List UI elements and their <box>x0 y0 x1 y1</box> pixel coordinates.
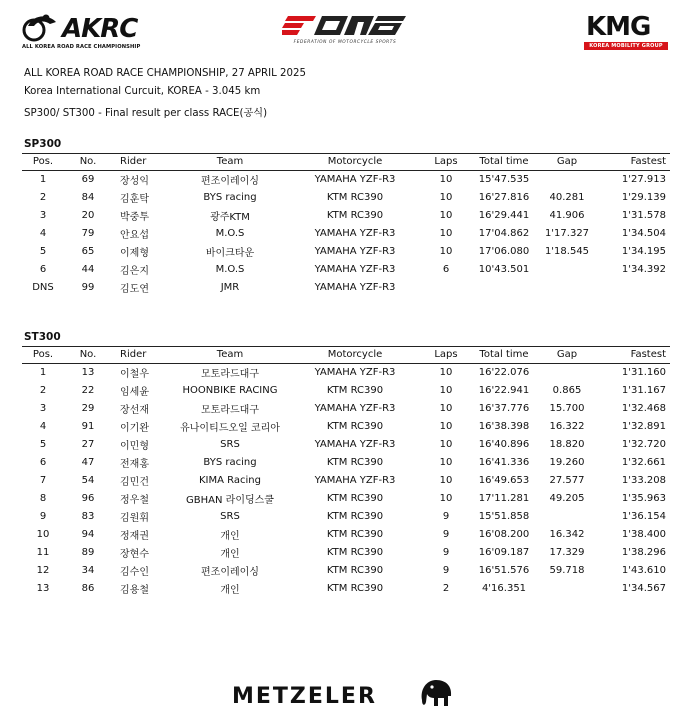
fastest-cell: 1'32.661 <box>621 456 666 468</box>
fms-logo <box>282 14 408 48</box>
laps-cell: 10 <box>439 420 453 432</box>
gap-cell: 16.322 <box>549 420 585 432</box>
motorcycle-cell: KTM RC390 <box>326 191 384 203</box>
gap-cell: 41.906 <box>549 209 585 221</box>
team-cell: M.O.S <box>215 263 245 275</box>
rider-cell: 정우철 <box>120 494 149 506</box>
table-row <box>22 381 670 399</box>
fastest-cell: 1'32.891 <box>621 420 666 432</box>
number-cell: 91 <box>81 420 95 432</box>
team-cell: 개인 <box>220 530 240 542</box>
gap-cell <box>536 579 598 597</box>
motorcycle-cell: YAMAHA YZF-R3 <box>314 227 396 239</box>
fastest-cell: 1'34.392 <box>621 263 666 275</box>
col-team: Team <box>216 349 244 361</box>
fastest-cell <box>598 278 670 296</box>
pos-cell: 3 <box>39 209 47 221</box>
team-cell: KIMA Racing <box>199 474 261 486</box>
col-pos: Pos. <box>32 349 54 361</box>
pos-cell: 5 <box>39 438 47 450</box>
team-cell: 개인 <box>220 548 240 560</box>
total-time-cell: 16'51.576 <box>478 564 530 576</box>
kmg-logo <box>584 12 670 50</box>
fastest-cell: 1'27.913 <box>621 173 666 185</box>
total-time-cell: 15'47.535 <box>478 173 530 185</box>
event-title: ALL KOREA ROAD RACE CHAMPIONSHIP, 27 APRIL 2025 <box>24 68 306 79</box>
table-row <box>22 435 670 453</box>
motorcycle-cell: YAMAHA YZF-R3 <box>314 281 396 293</box>
fastest-cell: 1'43.610 <box>621 564 666 576</box>
pos-cell: 13 <box>36 582 50 594</box>
fastest-cell: 1'35.963 <box>621 492 666 504</box>
logo-bar <box>0 0 683 60</box>
laps-cell: 9 <box>442 510 450 522</box>
number-cell: 69 <box>81 173 95 185</box>
rider-cell: 임세윤 <box>120 386 149 398</box>
team-cell: JMR <box>220 281 240 293</box>
team-cell: 모토라드대구 <box>201 404 259 416</box>
team-cell: 편조이레이싱 <box>201 175 259 187</box>
total-time-cell: 16'49.653 <box>478 474 530 486</box>
gap-cell: 59.718 <box>549 564 585 576</box>
table-row <box>22 453 670 471</box>
gap-cell: 27.577 <box>549 474 585 486</box>
gap-cell: 19.260 <box>549 456 585 468</box>
gap-cell <box>536 278 598 296</box>
table-row <box>22 206 670 224</box>
fastest-cell: 1'33.208 <box>621 474 666 486</box>
number-cell: 99 <box>81 281 95 293</box>
laps-cell: 10 <box>439 366 453 378</box>
gap-cell: 40.281 <box>549 191 585 203</box>
number-cell: 13 <box>81 366 95 378</box>
rider-cell: 안요섭 <box>120 229 149 241</box>
laps-cell: 10 <box>439 438 453 450</box>
table-row <box>22 278 670 296</box>
motorcycle-cell: KTM RC390 <box>326 510 384 522</box>
sp300-title: SP300 <box>24 138 62 150</box>
laps-cell: 10 <box>439 227 453 239</box>
rider-cell: 김용철 <box>120 584 149 596</box>
gap-cell: 17.329 <box>549 546 585 558</box>
table-row <box>22 507 670 525</box>
table-row <box>22 543 670 561</box>
fastest-cell: 1'29.139 <box>621 191 666 203</box>
motorcycle-cell: YAMAHA YZF-R3 <box>314 366 396 378</box>
col-fastest: Fastest <box>630 349 666 361</box>
gap-cell: 0.865 <box>552 384 582 396</box>
st300-header-row <box>22 347 670 363</box>
rider-cell: 김은지 <box>120 265 149 277</box>
table-row <box>22 579 670 597</box>
team-cell: 편조이레이싱 <box>201 566 259 578</box>
total-time-cell: 16'38.398 <box>478 420 530 432</box>
fastest-cell: 1'34.195 <box>621 245 666 257</box>
col-motorcycle: Motorcycle <box>327 349 383 361</box>
rider-cell: 장선재 <box>120 404 149 416</box>
pos-cell: DNS <box>32 281 54 293</box>
table-row <box>22 224 670 242</box>
number-cell: 86 <box>81 582 95 594</box>
table-row <box>22 399 670 417</box>
number-cell: 29 <box>81 402 95 414</box>
pos-cell: 1 <box>39 173 47 185</box>
pos-cell: 2 <box>39 384 47 396</box>
total-time-cell: 16'41.336 <box>478 456 530 468</box>
number-cell: 54 <box>81 474 95 486</box>
total-time-cell: 16'40.896 <box>478 438 530 450</box>
number-cell: 44 <box>81 263 95 275</box>
col-rider: Rider <box>120 349 147 361</box>
total-time-cell: 17'11.281 <box>478 492 530 504</box>
kmg-subtitle: KOREA MOBILITY GROUP <box>584 42 668 50</box>
total-time-cell: 16'27.816 <box>478 191 530 203</box>
motorcycle-cell: YAMAHA YZF-R3 <box>314 245 396 257</box>
rider-cell: 전재홍 <box>120 458 149 470</box>
number-cell: 79 <box>81 227 95 239</box>
total-time-cell: 17'04.862 <box>478 227 530 239</box>
pos-cell: 5 <box>39 245 47 257</box>
laps-cell: 2 <box>442 582 450 594</box>
number-cell: 65 <box>81 245 95 257</box>
pos-cell: 11 <box>36 546 50 558</box>
number-cell: 20 <box>81 209 95 221</box>
table-row <box>22 188 670 206</box>
col-team: Team <box>216 156 244 168</box>
team-cell: 모토라드대구 <box>201 368 259 380</box>
fastest-cell: 1'34.504 <box>621 227 666 239</box>
motorcycle-cell: KTM RC390 <box>326 564 384 576</box>
fms-subtitle: FEDERATION OF MOTORCYCLE SPORTS <box>293 40 397 45</box>
event-venue: Korea International Curcuit, KOREA - 3.045 km <box>24 86 261 97</box>
motorcycle-cell: KTM RC390 <box>326 420 384 432</box>
team-cell: 유나이티드오일 코리아 <box>180 422 280 434</box>
st300-results-table <box>22 347 670 597</box>
total-time-cell: 17'06.080 <box>478 245 530 257</box>
laps-cell: 10 <box>439 191 453 203</box>
rider-cell: 이철우 <box>120 368 149 380</box>
fastest-cell: 1'38.400 <box>621 528 666 540</box>
pos-cell: 1 <box>39 366 47 378</box>
gap-cell <box>536 260 598 278</box>
total-time-cell: 15'51.858 <box>478 510 530 522</box>
rider-cell: 김도연 <box>120 283 149 295</box>
pos-cell: 7 <box>39 474 47 486</box>
team-cell: 바이크타운 <box>205 247 255 259</box>
col-pos: Pos. <box>32 156 54 168</box>
team-cell: M.O.S <box>215 227 245 239</box>
laps-cell: 10 <box>439 245 453 257</box>
number-cell: 27 <box>81 438 95 450</box>
motorcycle-cell: KTM RC390 <box>326 492 384 504</box>
motorcycle-cell: KTM RC390 <box>326 209 384 221</box>
fastest-cell: 1'31.578 <box>621 209 666 221</box>
col-rider: Rider <box>120 156 147 168</box>
rider-cell: 김훈탁 <box>120 193 149 205</box>
motorcycle-cell: KTM RC390 <box>326 528 384 540</box>
number-cell: 96 <box>81 492 95 504</box>
table-row <box>22 471 670 489</box>
team-cell: 개인 <box>220 584 240 596</box>
laps-cell: 10 <box>439 384 453 396</box>
rider-cell: 김민건 <box>120 476 149 488</box>
total-time-cell: 4'16.351 <box>481 582 527 594</box>
metzeler-brand: METZELER <box>232 684 377 709</box>
total-time-cell: 16'08.200 <box>478 528 530 540</box>
laps-cell: 10 <box>439 173 453 185</box>
table-row <box>22 489 670 507</box>
number-cell: 84 <box>81 191 95 203</box>
metzeler-logo <box>232 676 472 716</box>
team-cell: 광주KTM <box>210 211 250 223</box>
rider-cell: 장현수 <box>120 548 149 560</box>
laps-cell: 9 <box>442 528 450 540</box>
rider-cell: 이제형 <box>120 247 149 259</box>
gap-cell: 16.342 <box>549 528 585 540</box>
total-time-cell: 16'37.776 <box>478 402 530 414</box>
gap-cell <box>536 363 598 381</box>
laps-cell <box>420 278 472 296</box>
rider-cell: 박중투 <box>120 211 149 223</box>
team-cell: HOONBIKE RACING <box>182 384 278 396</box>
sp300-header-row <box>22 154 670 170</box>
total-time-cell: 10'43.501 <box>478 263 530 275</box>
rider-cell: 김수인 <box>120 566 149 578</box>
motorcycle-cell: YAMAHA YZF-R3 <box>314 173 396 185</box>
rider-cell: 이기완 <box>120 422 149 434</box>
col-no: No. <box>79 349 97 361</box>
akrc-brand: AKRC <box>62 14 138 44</box>
table-row <box>22 242 670 260</box>
pos-cell: 6 <box>39 456 47 468</box>
laps-cell: 10 <box>439 474 453 486</box>
total-time-cell: 16'22.941 <box>478 384 530 396</box>
elephant-icon <box>418 676 454 710</box>
pos-cell: 6 <box>39 263 47 275</box>
fastest-cell: 1'32.468 <box>621 402 666 414</box>
motorcycle-cell: KTM RC390 <box>326 456 384 468</box>
total-time-cell: 16'22.076 <box>478 366 530 378</box>
event-class-info: SP300/ ST300 - Final result per class RACE(공식) <box>24 108 268 119</box>
laps-cell: 9 <box>442 546 450 558</box>
pos-cell: 9 <box>39 510 47 522</box>
col-no: No. <box>79 156 97 168</box>
table-row <box>22 561 670 579</box>
number-cell: 22 <box>81 384 95 396</box>
motorcycle-cell: KTM RC390 <box>326 546 384 558</box>
table-row <box>22 260 670 278</box>
fms-logo-icon <box>282 14 408 38</box>
motorcycle-cell: YAMAHA YZF-R3 <box>314 402 396 414</box>
laps-cell: 9 <box>442 564 450 576</box>
laps-cell: 10 <box>439 209 453 221</box>
motorcycle-rider-icon <box>22 12 62 42</box>
laps-cell: 10 <box>439 456 453 468</box>
akrc-subtitle: ALL KOREA ROAD RACE CHAMPIONSHIP <box>22 44 141 50</box>
pos-cell: 4 <box>39 420 47 432</box>
team-cell: SRS <box>220 510 240 522</box>
fastest-cell: 1'36.154 <box>621 510 666 522</box>
rider-cell: 이민형 <box>120 440 149 452</box>
col-total-time: Total time <box>479 156 529 168</box>
table-row <box>22 170 670 188</box>
col-fastest: Fastest <box>630 156 666 168</box>
motorcycle-cell: KTM RC390 <box>326 582 384 594</box>
akrc-logo <box>22 12 152 52</box>
pos-cell: 3 <box>39 402 47 414</box>
motorcycle-cell: YAMAHA YZF-R3 <box>314 474 396 486</box>
number-cell: 83 <box>81 510 95 522</box>
table-row <box>22 363 670 381</box>
fastest-cell: 1'31.167 <box>621 384 666 396</box>
st300-title: ST300 <box>24 331 61 343</box>
pos-cell: 4 <box>39 227 47 239</box>
laps-cell: 10 <box>439 402 453 414</box>
gap-cell: 15.700 <box>549 402 585 414</box>
gap-cell: 18.820 <box>549 438 585 450</box>
laps-cell: 6 <box>442 263 450 275</box>
fastest-cell: 1'38.296 <box>621 546 666 558</box>
col-gap: Gap <box>556 349 578 361</box>
team-cell: BYS racing <box>203 456 257 468</box>
number-cell: 34 <box>81 564 95 576</box>
table-row <box>22 417 670 435</box>
motorcycle-cell: KTM RC390 <box>326 384 384 396</box>
gap-cell: 1'17.327 <box>544 227 590 239</box>
fastest-cell: 1'32.720 <box>621 438 666 450</box>
motorcycle-cell: YAMAHA YZF-R3 <box>314 263 396 275</box>
col-laps: Laps <box>434 156 458 168</box>
number-cell: 47 <box>81 456 95 468</box>
pos-cell: 12 <box>36 564 50 576</box>
col-total-time: Total time <box>479 349 529 361</box>
gap-cell <box>536 507 598 525</box>
pos-cell: 10 <box>36 528 50 540</box>
laps-cell: 10 <box>439 492 453 504</box>
rider-cell: 장성익 <box>120 175 149 187</box>
total-time-cell: 16'09.187 <box>478 546 530 558</box>
team-cell: GBHAN 라이딩스쿨 <box>186 494 274 506</box>
motorcycle-cell: YAMAHA YZF-R3 <box>314 438 396 450</box>
number-cell: 89 <box>81 546 95 558</box>
total-time-cell <box>472 278 536 296</box>
team-cell: BYS racing <box>203 191 257 203</box>
rider-cell: 정재권 <box>120 530 149 542</box>
pos-cell: 2 <box>39 191 47 203</box>
total-time-cell: 16'29.441 <box>478 209 530 221</box>
fastest-cell: 1'34.567 <box>621 582 666 594</box>
kmg-brand: KMG <box>586 12 651 42</box>
gap-cell: 1'18.545 <box>544 245 590 257</box>
table-row <box>22 525 670 543</box>
pos-cell: 8 <box>39 492 47 504</box>
number-cell: 94 <box>81 528 95 540</box>
gap-cell <box>536 170 598 188</box>
sp300-results-table <box>22 154 670 296</box>
col-gap: Gap <box>556 156 578 168</box>
team-cell: SRS <box>220 438 240 450</box>
fastest-cell: 1'31.160 <box>621 366 666 378</box>
rider-cell: 김원휘 <box>120 512 149 524</box>
col-motorcycle: Motorcycle <box>327 156 383 168</box>
gap-cell: 49.205 <box>549 492 585 504</box>
col-laps: Laps <box>434 349 458 361</box>
